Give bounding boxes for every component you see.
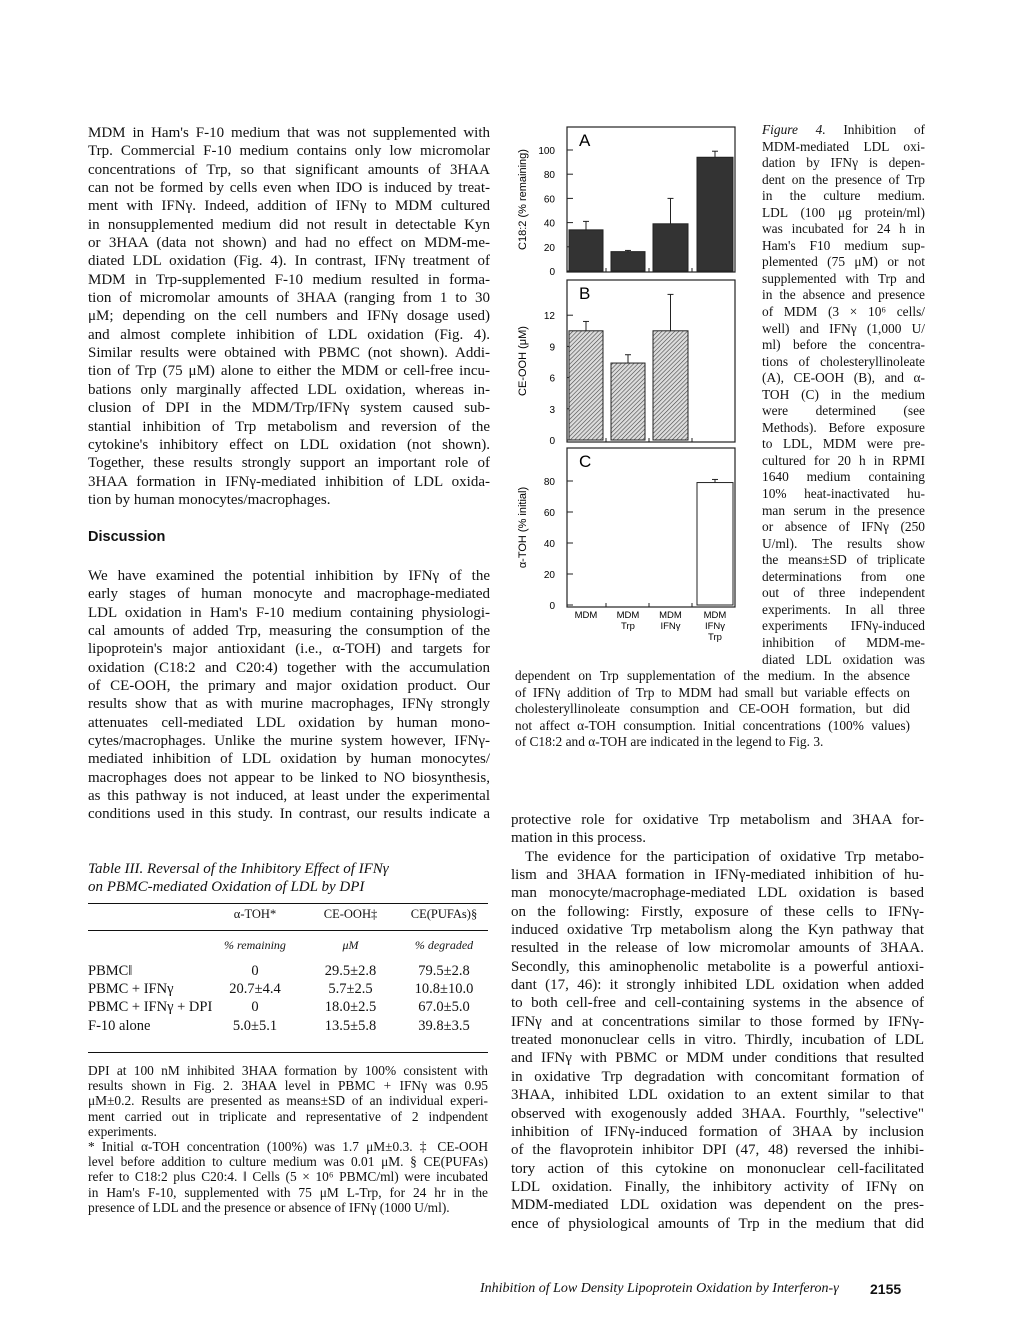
x-category-label: MDM [574,610,598,621]
column-unit: % remaining [224,938,286,952]
column-unit: % degraded [414,938,474,952]
text-line: dependent on Trp supplementation of the medium. In the absence [515,668,910,683]
text-line: bations only marginally affected LDL oxidation, whereas in- [88,381,490,398]
text-line: tory action of this cytokine on mononuclear cell-facilitated [511,1160,924,1177]
section-heading-discussion: Discussion [88,529,166,545]
running-title: Inhibition of Low Density Lipoprotein Oxidation by Interferon-γ [480,1281,839,1296]
text-line: experiments IFNγ-induced [762,618,925,634]
table-bottom-rule [88,1052,488,1053]
table-cell: 67.0±5.0 [418,999,470,1016]
table-title-line: Table III. Reversal of the Inhibitory Effect of IFNγ [88,861,389,877]
text-line: early stages of human monocyte and macrophage-mediated [88,586,490,603]
text-line: 10% heat-inactivated hu- [762,486,925,502]
table-title [88,860,389,896]
text-line: or absence of IFNγ (250 [762,519,925,535]
panel-label: C [579,452,592,471]
y-tick-label: 20 [543,242,555,254]
text-line: MDM in Ham's F-10 medium that was not supplemented with [88,125,490,141]
text-line: tion of micromolar amounts of 3HAA (ranging from 1 to 30 [88,290,490,307]
text-line: μM; depending on the cell numbers and IFNγ dosage used) [88,308,490,325]
table-cell: 5.0±5.1 [232,1017,278,1034]
text-line: of CE-OOH, the primary and major oxidation product. Our [88,678,490,695]
text-line: treated mononuclear cells in vitro. Thirdly, incubation of LDL [511,1032,924,1049]
figure-caption-side [762,122,925,668]
bar-a-2 [653,224,688,271]
text-line: tions of cholesteryllinoleate [762,353,925,369]
y-tick-label: 6 [549,373,555,385]
bar-a-0 [569,230,603,271]
table-cell: 29.5±2.8 [324,963,377,979]
text-line: cultured for 20 h in RPMI [762,452,925,468]
text-line: tion of Trp (75 μM) alone to either the MDM or cell-free incu- [88,363,490,380]
text-line: dation by IFNγ is depen- [762,155,925,171]
row-label: PBMC + IFNγ [88,981,174,998]
text-line: in nonsupplemented medium did not result in detectable Kyn [88,216,490,233]
y-tick-label: 40 [543,539,555,550]
y-tick-label: 40 [543,218,555,230]
text-line: LDL oxidation in Ham's F-10 medium containing physiologi- [88,604,490,621]
text-line: on the following: Firstly, exposure of these cells to IFNγ- [511,903,924,920]
text-line: in the absence and presence [762,287,925,303]
text-line: cytokine's inhibitory effect on LDL oxidation (not shown). [88,436,490,453]
column-unit: μM [342,938,359,952]
bar-b-2 [653,331,688,440]
text-line: presence of LDL and the presence or absence of IFNγ (1000 U/ml). [88,1199,450,1215]
panel-label: A [579,131,591,150]
text-line: macrophages does not appear to be linked to NO biosynthesis, [88,769,490,786]
y-tick-label: 3 [549,404,555,416]
text-line: to LDL, MDM were pre- [762,436,925,452]
text-line: not affect α-TOH consumption. Initial concentrations (100% values) [515,717,910,733]
text-line: TOH (C) in the medium [762,386,925,402]
text-line: of MDM (3 × 10⁶ cells/ [762,304,925,320]
column-header-cepufa: CE(PUFAs)§ [410,907,478,921]
x-category-label: IFNγ [704,621,726,632]
y-tick-label: 60 [543,508,555,519]
text-line: concentrations of Trp, so that significant amounts of 3HAA [88,161,490,178]
text-line: and almost complete inhibition of LDL oxidation (Fig. 4). [88,326,490,343]
y-tick-label: 12 [543,311,555,323]
text-line: Similar results were obtained with PBMC (not shown). Addi- [88,345,490,362]
x-category-label: MDM [616,610,640,621]
table-cell: 10.8±10.0 [414,981,474,998]
text-line: refer to C18:2 plus C20:4. ‖ Cells (5 × 10⁶ PBMC/ml) were incubated [88,1169,488,1185]
text-line: tion by human monocytes/macrophages. [88,491,331,508]
bar-a-1 [611,252,645,271]
text-line: MDM in Trp-supplemented F-10 medium resulted in forma- [88,271,490,288]
text-line: We have examined the potential inhibition by IFNγ of the [88,568,490,584]
column-header-ceooh: CE-OOH‡ [323,907,378,921]
text-line: determinations from one [762,568,925,584]
text-line: protective role for oxidative Trp metabolism and 3HAA for- [511,812,924,828]
text-line: out of three independent [762,585,925,601]
bar-a-3 [697,157,733,271]
y-tick-label: 0 [549,436,555,447]
text-line: resulted in the release of low micromolar amounts of 3HAA. [511,940,924,957]
text-line: Trp. Commercial F-10 medium contains only low micromolar [88,143,490,160]
text-line: Methods). Before exposure [762,419,925,435]
text-line: dent on the presence of Trp [762,171,925,187]
text-line: Ham's F10 medium sup- [762,237,925,253]
bar-c-3 [697,483,733,605]
row-label: PBMC + IFNγ + DPI [88,999,213,1016]
y-axis-label: C18:2 (% remaining) [517,149,529,250]
text-line: mediated inhibition of LDL oxidation by human monocytes/ [88,751,490,768]
table-footnotes [88,1063,488,1215]
y-tick-label: 100 [538,146,555,157]
text-line: man serum in the presence [762,502,925,518]
text-line: or 3HAA (data not shown) and had no effect on MDM-me- [88,235,490,252]
x-category-label: MDM [659,610,682,621]
row-label: PBMC‖ [88,963,133,979]
y-tick-label: 60 [543,194,555,206]
text-line: LDL oxidation. Finally, the inhibitory activity of IFNγ on [511,1178,924,1195]
text-line: attenuates cell-mediated LDL oxidation by human mono- [88,714,490,731]
y-tick-label: 9 [549,342,555,354]
text-line: man monocyte/macrophage-mediated LDL oxidation is based [511,885,924,902]
text-line: stantial inhibition of Trp metabolism and reversion of the [88,418,490,435]
y-tick-label: 0 [549,267,555,278]
text-line: Figure 4. Inhibition of [762,122,925,137]
text-line: in Ham's F-10, supplemented with 75 μM L-Trp, for 24 hr in the [88,1184,488,1200]
text-line: in the culture medium. [762,188,925,204]
text-line: observed with exogenously added 3HAA. Fourthly, "selective" [511,1105,924,1122]
text-line: results shown in Fig. 2. 3HAA level in PBMC + IFNγ was 0.95 [88,1078,488,1094]
text-line: oxidation (C18:2 and C20:4) together with the accumulation [88,659,490,676]
text-line: LDL (100 μg protein/ml) [762,204,925,220]
table-cell: 79.5±2.8 [418,963,470,979]
x-category-label: Trp [621,621,635,632]
text-line: ment with IFNγ. Indeed, addition of IFNγ to MDM cultured [88,198,490,215]
text-line: ment carried out in triplicate and representative of 2 indpendent [88,1108,488,1124]
text-line: diated LDL oxidation was [762,651,925,667]
y-tick-label: 0 [549,601,555,612]
table-cell: 18.0±2.5 [324,999,377,1016]
column-header-atoh: α-TOH* [233,907,277,921]
body-paragraph-right [511,811,924,1233]
x-category-label: Trp [708,632,722,643]
text-line: inhibition of IFNγ-induced formation of 3HAA by inclusion [511,1123,924,1140]
text-line: the means±SD of triplicate [762,552,925,568]
text-line: lipoprotein's major antioxidant (i.e., α-TOH) and targets for [88,641,490,658]
text-line: MDM-mediated LDL oxidation was dependent on the pres- [511,1197,924,1214]
table-cell: 13.5±5.8 [324,1017,377,1034]
text-line: The evidence for the participation of oxidative Trp metabo- [525,848,924,865]
text-line: induced oxidative Trp metabolism along the Kyn pathway that [511,922,924,939]
text-line: of the flavoprotein inhibitor DPI (47, 48) reversed the inhibi- [511,1142,924,1159]
text-line: of C18:2 and α-TOH are indicated in the legend to Fig. 3. [515,734,824,749]
table-cell: 5.7±2.5 [328,981,373,998]
y-tick-label: 80 [543,477,555,488]
table-header-rule [88,930,488,931]
text-line: ence of physiological amounts of Trp in the medium that did [511,1215,924,1232]
text-line: μM±0.2. Results are presented as means±SD of an individual experi- [88,1093,488,1109]
y-tick-label: 20 [543,570,555,581]
text-line: was incubated for 24 h in [762,221,925,237]
text-line: conditions used in this study. In contrast, our results indicate a [88,806,490,823]
table-title-line: on PBMC-mediated Oxidation of LDL by DPI [88,879,365,895]
figure-caption-continued [515,668,910,751]
text-line: plemented (75 μM) or not [762,254,925,270]
table-cell: 20.7±4.4 [229,981,281,998]
text-line: as this pathway is not induced, at least under the experimental [88,788,490,805]
text-line: 3HAA formation in IFNγ-mediated inhibition of LDL oxida- [88,473,490,490]
text-line: dant (17, 46): it strongly inhibited LDL oxidation when added [511,977,924,994]
text-line: and IFNγ with PBMC or MDM under conditions that resulted [511,1050,924,1067]
row-label: F-10 alone [88,1017,151,1034]
text-line: 3HAA, inhibited LDL oxidation to an extent similar to that [511,1087,924,1104]
y-axis-label: α-TOH (% initial) [517,486,529,569]
text-line: Together, these results strongly support an important role of [88,455,490,472]
text-line: supplemented with Trp and [762,270,925,286]
text-line: level before addition to culture medium was 0.01 μM. § CE(PUFAs) [88,1154,488,1170]
x-category-label: MDM [703,610,727,621]
text-line: (A), CE-OOH (B), and α- [762,370,925,386]
text-line: diated LDL oxidation (Fig. 4). In contrast, IFNγ treatment of [88,253,490,270]
text-line: U/ml). The results show [762,535,925,551]
text-line: cal amounts of added Trp, measuring the consumption of the [88,623,490,640]
text-line: ml) before the concentra- [762,337,925,353]
bar-b-0 [569,331,603,440]
y-axis-label: CE-OOH (μM) [517,326,529,396]
page-number: 2155 [870,1281,902,1297]
text-line: IFNγ and at concentrations similar to those formed by IFNγ- [511,1013,924,1030]
text-line: can not be formed by cells even when IDO is induced by treat- [88,180,490,197]
panel-label: B [579,284,591,303]
table-cell: 39.8±3.5 [418,1017,470,1034]
text-line: well) and IFNγ (1,000 U/ [762,320,925,336]
text-line: clusion of DPI in the MDM/Trp/IFNγ system caused sub- [88,400,490,417]
table-cell: 0 [251,963,259,979]
text-line: * Initial α-TOH concentration (100%) was 1.7 μM±0.3. ‡ CE-OOH [88,1138,488,1154]
x-category-label: IFNγ [660,621,681,632]
text-line: Secondly, this aminophenolic metabolite is a powerful antioxi- [511,958,924,975]
text-line: mation in this process. [511,830,646,847]
text-line: MDM-mediated LDL oxi- [762,138,925,154]
text-line: results show that as with murine macrophages, IFNγ strongly [88,696,490,713]
text-line: were determined (see [762,403,925,419]
text-line: 1640 medium containing [762,469,925,485]
table-top-rule [88,903,488,904]
y-tick-label: 80 [543,170,555,182]
text-line: of IFNγ addition of Trp to MDM had small but variable effects on [515,684,910,700]
text-line: to both cell-free and cell-containing systems in the absence of [511,995,924,1012]
bar-b-1 [611,363,645,440]
text-line: experiments. [88,1123,157,1139]
text-line: in oxidative Trp degradation with concomitant formation of [511,1068,924,1085]
table-cell: 0 [251,999,259,1016]
text-line: experiments. In all three [762,601,925,617]
text-line: cholesteryllinoleate consumption and CE-OOH formation, but did [515,701,910,716]
text-line: inhibition of MDM-me- [762,634,925,650]
text-line: DPI at 100 nM inhibited 3HAA formation by 100% consistent with [88,1063,488,1078]
text-line: lism and 3HAA formation in IFNγ-mediated inhibition of hu- [511,867,924,884]
text-line: cytes/macrophages. Unlike the murine system however, IFNγ- [88,733,490,750]
